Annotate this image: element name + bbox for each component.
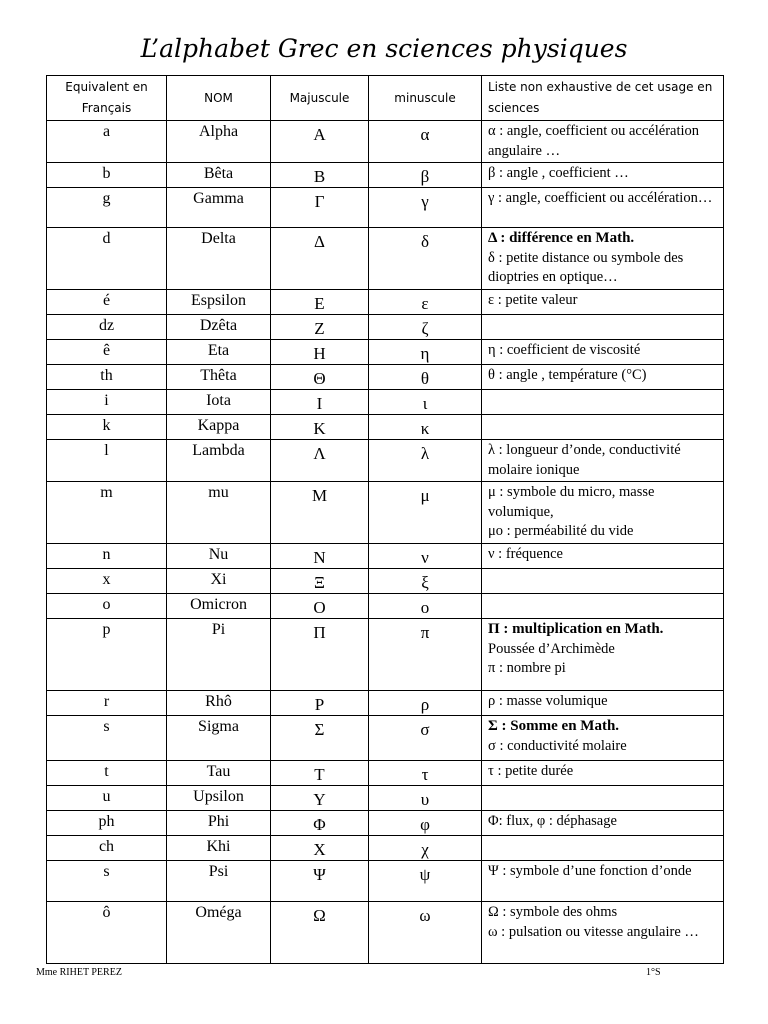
usage-line: α : angle, coefficient ou accélération angulaire …	[488, 123, 700, 159]
uppercase-cell: Σ	[271, 716, 369, 761]
lowercase-cell: τ	[369, 761, 482, 786]
lowercase-cell: χ	[369, 836, 482, 861]
equivalent-cell: i	[47, 390, 167, 415]
uppercase-cell: Ξ	[271, 569, 369, 594]
usage-line: Φ: flux, φ : déphasage	[488, 813, 617, 829]
table-row	[47, 811, 724, 836]
usage-cell	[482, 163, 724, 188]
usage-bold-line: Σ : Somme en Math.	[488, 718, 620, 734]
lowercase-cell: α	[369, 121, 482, 163]
name-cell: Phi	[167, 811, 271, 836]
usage-cell	[482, 811, 724, 836]
usage-line: π : nombre pi	[488, 660, 566, 676]
equivalent-cell: s	[47, 716, 167, 761]
usage-cell	[482, 290, 724, 315]
usage-cell	[482, 619, 724, 691]
equivalent-cell: a	[47, 121, 167, 163]
name-cell: mu	[167, 482, 271, 544]
lowercase-cell: θ	[369, 365, 482, 390]
equivalent-cell: é	[47, 290, 167, 315]
usage-line: μo : perméabilité du vide	[488, 523, 634, 539]
usage-cell	[482, 415, 724, 440]
uppercase-cell: Η	[271, 340, 369, 365]
lowercase-cell: ω	[369, 902, 482, 964]
usage-cell	[482, 188, 724, 228]
name-cell: Lambda	[167, 440, 271, 482]
name-cell: Xi	[167, 569, 271, 594]
usage-cell	[482, 315, 724, 340]
table-row	[47, 415, 724, 440]
lowercase-cell: π	[369, 619, 482, 691]
usage-cell	[482, 716, 724, 761]
usage-line: ν : fréquence	[488, 546, 563, 562]
uppercase-cell: Β	[271, 163, 369, 188]
header-nom: NOM	[167, 76, 271, 121]
lowercase-cell: κ	[369, 415, 482, 440]
table-row	[47, 902, 724, 964]
table-row	[47, 861, 724, 902]
usage-line: γ : angle, coefficient ou accélération…	[488, 190, 713, 206]
equivalent-cell: k	[47, 415, 167, 440]
name-cell: Delta	[167, 228, 271, 290]
uppercase-cell: Υ	[271, 786, 369, 811]
header-usage: Liste non exhaustive de cet usage en sciences	[482, 76, 724, 121]
lowercase-cell: μ	[369, 482, 482, 544]
uppercase-cell: Ε	[271, 290, 369, 315]
table-row	[47, 482, 724, 544]
name-cell: Thêta	[167, 365, 271, 390]
uppercase-cell: Ν	[271, 544, 369, 569]
table-body	[47, 121, 724, 964]
equivalent-cell: d	[47, 228, 167, 290]
usage-line: δ : petite distance ou symbole des dioptries en optique…	[488, 249, 684, 285]
table-row	[47, 786, 724, 811]
lowercase-cell: γ	[369, 188, 482, 228]
usage-cell	[482, 365, 724, 390]
lowercase-cell: ρ	[369, 691, 482, 716]
table-row	[47, 594, 724, 619]
lowercase-cell: ν	[369, 544, 482, 569]
uppercase-cell: Γ	[271, 188, 369, 228]
usage-line: Poussée d’Archimède	[488, 640, 615, 657]
usage-line: σ : conductivité molaire	[488, 737, 627, 754]
equivalent-cell: s	[47, 861, 167, 902]
usage-line: η : coefficient de viscosité	[488, 342, 641, 358]
usage-cell	[482, 228, 724, 290]
usage-cell	[482, 902, 724, 964]
name-cell: Bêta	[167, 163, 271, 188]
name-cell: Kappa	[167, 415, 271, 440]
table-row	[47, 390, 724, 415]
lowercase-cell: δ	[369, 228, 482, 290]
usage-line: μ : symbole du micro, masse volumique,	[488, 484, 655, 520]
usage-cell	[482, 836, 724, 861]
name-cell: Gamma	[167, 188, 271, 228]
name-cell: Omicron	[167, 594, 271, 619]
table-row	[47, 188, 724, 228]
equivalent-cell: b	[47, 163, 167, 188]
uppercase-cell: Χ	[271, 836, 369, 861]
usage-cell	[482, 691, 724, 716]
equivalent-cell: n	[47, 544, 167, 569]
usage-cell	[482, 390, 724, 415]
lowercase-cell: υ	[369, 786, 482, 811]
uppercase-cell: Α	[271, 121, 369, 163]
header-majuscule: Majuscule	[271, 76, 369, 121]
header-row	[47, 76, 724, 121]
table-row	[47, 440, 724, 482]
equivalent-cell: x	[47, 569, 167, 594]
usage-cell	[482, 786, 724, 811]
uppercase-cell: Θ	[271, 365, 369, 390]
lowercase-cell: ζ	[369, 315, 482, 340]
table-row	[47, 569, 724, 594]
lowercase-cell: η	[369, 340, 482, 365]
table-row	[47, 691, 724, 716]
usage-cell	[482, 569, 724, 594]
equivalent-cell: p	[47, 619, 167, 691]
equivalent-cell: g	[47, 188, 167, 228]
name-cell: Khi	[167, 836, 271, 861]
uppercase-cell: Ρ	[271, 691, 369, 716]
name-cell: Nu	[167, 544, 271, 569]
table-row	[47, 836, 724, 861]
usage-cell	[482, 340, 724, 365]
uppercase-cell: Κ	[271, 415, 369, 440]
usage-cell	[482, 482, 724, 544]
usage-cell	[482, 594, 724, 619]
uppercase-cell: Ο	[271, 594, 369, 619]
footer-class: 1°S	[646, 967, 661, 978]
lowercase-cell: ξ	[369, 569, 482, 594]
table-row	[47, 163, 724, 188]
uppercase-cell: Μ	[271, 482, 369, 544]
greek-alphabet-table	[46, 75, 724, 964]
name-cell: Espsilon	[167, 290, 271, 315]
equivalent-cell: ph	[47, 811, 167, 836]
equivalent-cell: ê	[47, 340, 167, 365]
usage-bold-line: Δ : différence en Math.	[488, 230, 635, 246]
lowercase-cell: ψ	[369, 861, 482, 902]
header-minuscule: minuscule	[369, 76, 482, 121]
lowercase-cell: ο	[369, 594, 482, 619]
table-row	[47, 340, 724, 365]
uppercase-cell: Π	[271, 619, 369, 691]
equivalent-cell: ô	[47, 902, 167, 964]
name-cell: Oméga	[167, 902, 271, 964]
usage-line: λ : longueur d’onde, conductivité molaire ionique	[488, 442, 681, 478]
table-row	[47, 544, 724, 569]
name-cell: Rhô	[167, 691, 271, 716]
name-cell: Sigma	[167, 716, 271, 761]
usage-line: τ : petite durée	[488, 763, 574, 779]
equivalent-cell: dz	[47, 315, 167, 340]
table-row	[47, 315, 724, 340]
usage-cell	[482, 544, 724, 569]
equivalent-cell: u	[47, 786, 167, 811]
equivalent-cell: r	[47, 691, 167, 716]
usage-line: ρ : masse volumique	[488, 693, 608, 709]
name-cell: Dzêta	[167, 315, 271, 340]
header-equivalent: Equivalent en Français	[47, 76, 167, 121]
usage-line: ε : petite valeur	[488, 292, 578, 308]
footer-author: Mme RIHET PEREZ	[36, 967, 122, 978]
table-row	[47, 365, 724, 390]
name-cell: Psi	[167, 861, 271, 902]
usage-cell	[482, 440, 724, 482]
table-row	[47, 761, 724, 786]
table-row	[47, 619, 724, 691]
name-cell: Iota	[167, 390, 271, 415]
equivalent-cell: th	[47, 365, 167, 390]
lowercase-cell: ε	[369, 290, 482, 315]
table-row	[47, 290, 724, 315]
table-row	[47, 228, 724, 290]
usage-bold-line: Π : multiplication en Math.	[488, 621, 664, 637]
lowercase-cell: β	[369, 163, 482, 188]
usage-line: β : angle , coefficient …	[488, 165, 629, 181]
uppercase-cell: Ω	[271, 902, 369, 964]
table-row	[47, 121, 724, 163]
usage-line: ω : pulsation ou vitesse angulaire …	[488, 923, 699, 940]
name-cell: Pi	[167, 619, 271, 691]
name-cell: Tau	[167, 761, 271, 786]
name-cell: Upsilon	[167, 786, 271, 811]
name-cell: Eta	[167, 340, 271, 365]
uppercase-cell: Ζ	[271, 315, 369, 340]
uppercase-cell: Φ	[271, 811, 369, 836]
uppercase-cell: Τ	[271, 761, 369, 786]
uppercase-cell: Ψ	[271, 861, 369, 902]
name-cell: Alpha	[167, 121, 271, 163]
lowercase-cell: λ	[369, 440, 482, 482]
equivalent-cell: m	[47, 482, 167, 544]
usage-cell	[482, 121, 724, 163]
uppercase-cell: Ι	[271, 390, 369, 415]
lowercase-cell: φ	[369, 811, 482, 836]
page-title: L’alphabet Grec en sciences physiques	[140, 34, 628, 63]
equivalent-cell: ch	[47, 836, 167, 861]
usage-line: Ψ : symbole d’une fonction d’onde	[488, 863, 692, 879]
lowercase-cell: ι	[369, 390, 482, 415]
equivalent-cell: l	[47, 440, 167, 482]
uppercase-cell: Λ	[271, 440, 369, 482]
uppercase-cell: Δ	[271, 228, 369, 290]
usage-cell	[482, 761, 724, 786]
usage-line: θ : angle , température (°C)	[488, 367, 647, 383]
lowercase-cell: σ	[369, 716, 482, 761]
usage-line: Ω : symbole des ohms	[488, 904, 618, 920]
usage-cell	[482, 861, 724, 902]
equivalent-cell: o	[47, 594, 167, 619]
equivalent-cell: t	[47, 761, 167, 786]
table-row	[47, 716, 724, 761]
